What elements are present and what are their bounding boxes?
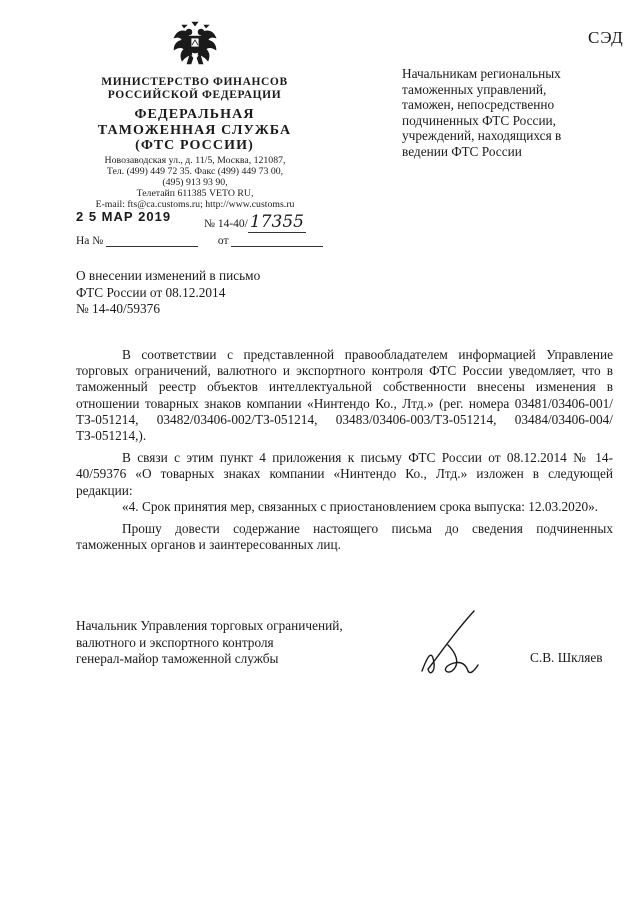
sender-phones-2: (495) 913 93 90, [162,177,228,188]
subject-line: О внесении изменений в письмо [76,268,261,283]
recipient-line: Начальникам региональных [402,66,561,81]
signatory-role-line: валютного и экспортного контроля [76,634,274,650]
service-line-2: ТАМОЖЕННАЯ СЛУЖБА [97,122,292,138]
reply-date-blank [231,234,323,247]
sender-phones: Тел. (499) 449 72 35. Факс (499) 449 73 00, [106,166,284,177]
body-paragraph-quoted-item: «4. Срок принятия мер, связанных с приостановлением срока выпуска: 12.03.2020». [122,498,599,514]
recipient-line: подчиненных ФТС России, [402,112,556,128]
subject-line: ФТС России от 08.12.2014 [76,284,226,300]
russian-coat-of-arms-icon [172,20,218,70]
recipient-line: таможенных управлений, [402,81,547,97]
registration-number-prefix: № 14-40/ [204,218,248,230]
sender-email: E-mail: fts@ca.customs.ru; http://www.customs.ru [95,199,295,210]
signatory-role-line: генерал-майор таможенной службы [76,651,279,666]
reply-reference [76,234,323,247]
service-line-3: (ФТС РОССИИ) [135,138,254,153]
recipient-line: учреждений, находящихся в [402,128,562,143]
ministry-line-1: МИНИСТЕРСТВО ФИНАНСОВ [101,76,288,88]
ministry-name [72,76,317,102]
handwritten-signature [408,605,488,687]
service-name [72,107,317,154]
recipients-block [402,66,612,159]
registration-number-handwritten: 17355 [249,212,304,232]
letter-body [76,347,613,559]
service-line-1: ФЕДЕРАЛЬНАЯ [134,107,255,122]
signatory-title [76,618,396,668]
reply-to-label: На № [76,235,104,247]
registration-date-stamp: 2 5 МАР 2019 [76,209,172,224]
reply-number-blank [106,234,198,247]
sender-address: Новозаводская ул., д. 11/5, Москва, 121087, [104,155,286,166]
document-system-mark: СЭД [588,28,624,47]
body-paragraph-amendment: В связи с этим пункт 4 приложения к письму ФТС России от 08.12.2014 № 14-40/59376 «О товарных знаках компании «Нинтендо Ко., Лтд.» изложен в следующей редакции: [76,450,613,498]
body-paragraph-request: Прошу довести содержание настоящего письма до сведения подчиненных таможенных органов и заинтересованных лиц. [76,521,613,553]
subject-line: № 14-40/59376 [76,301,160,316]
signatory-role-line: Начальник Управления торговых ограничений, [76,618,343,633]
ministry-line-2: РОССИЙСКОЙ ФЕДЕРАЦИИ [107,89,282,101]
recipient-line: ведении ФТС России [402,143,522,159]
sender-teletype: Телетайп 611385 VETO RU, [136,188,254,199]
sender-contacts [60,155,330,210]
recipient-line: таможен, непосредственно [402,97,555,112]
registration-number [204,212,306,232]
reply-from-label: от [217,235,229,247]
letter-subject [76,268,306,318]
body-paragraph-notice: В соответствии с представленной правообладателем информацией Управление торговых ограничений, валютного и экспортного контроля ФТС России уведомляет, что в таможенный реестр объектов интеллектуальной собственности внесены изменения в отношении товарных знаков компании «Нинтендо Ко., Лтд.» (рег. номера 03481/03406-001/ТЗ-051214, 03482/03406-002/ТЗ-051214, 03483/03406-003/ТЗ-051214, 03484/03406-004/ТЗ-051214,). [76,347,613,444]
signatory-name: С.В. Шкляев [530,650,603,665]
